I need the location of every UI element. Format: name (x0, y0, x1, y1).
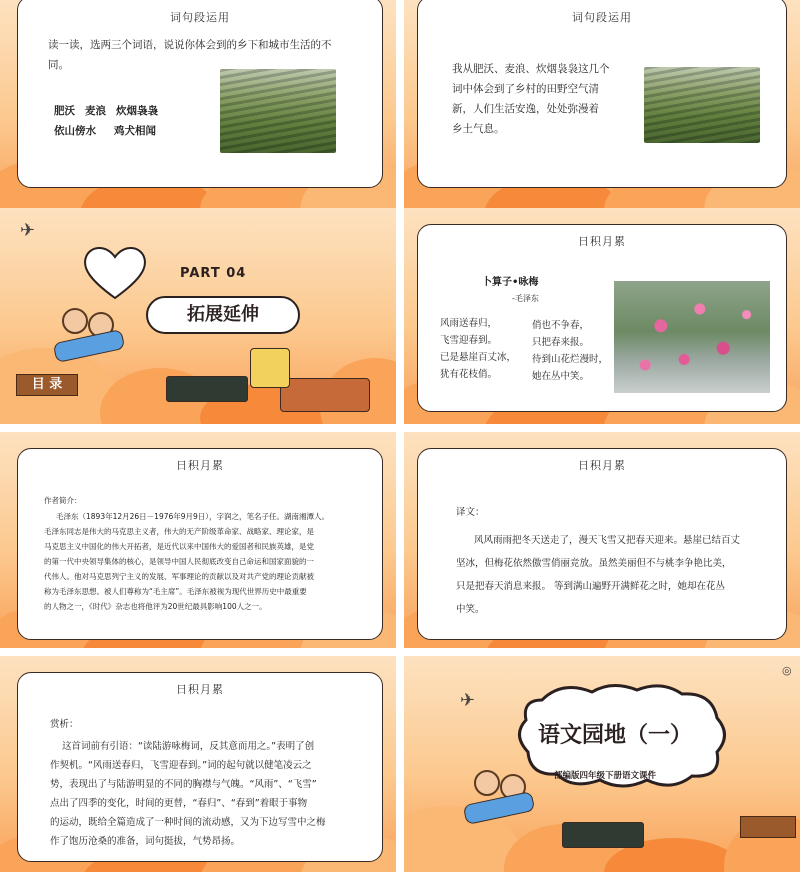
text-line: 我从肥沃、麦浪、炊烟袅袅这几个 (452, 63, 610, 75)
text-line: 作了饱历沧桑的准备，词句挺拔，气势昂扬。 (50, 836, 241, 847)
poem-right (532, 317, 608, 385)
bio-text (44, 509, 374, 614)
content-card (417, 448, 787, 640)
slide-title: 词句段运用 (170, 11, 230, 24)
poem-line: 风雨送春归， (440, 318, 498, 329)
bio-line: 毛泽东同志是伟大的马克思主义者，伟大的无产阶级革命家、战略家、理论家，是 (44, 527, 314, 536)
tea-field-photo (644, 67, 760, 143)
paper-plane-icon: ✈ (460, 690, 476, 711)
menu-sign[interactable]: 目 录 (16, 374, 78, 396)
appreciation-label: 赏析： (50, 719, 79, 730)
content-card (17, 672, 383, 862)
text-line: 只是把春天消息来报。 等到满山遍野开满鲜花之时，她却在花丛 (456, 581, 726, 592)
text-line: 势，表现出了与陆游明显的不同的胸襟与气魄。“风雨”、“飞雪” (50, 779, 317, 790)
poem-title: 卜算子•咏梅 (482, 277, 539, 288)
chalkboard-illustration (166, 376, 248, 402)
poem-line: 俏也不争春， (532, 320, 590, 331)
subtitle: 部编版四年级下册语文课件 (554, 771, 657, 781)
word-item: 鸡犬相闻 (114, 125, 156, 137)
slide-2[interactable] (404, 0, 800, 216)
slide-3[interactable] (0, 208, 396, 424)
text-line: 乡土气息。 (452, 123, 505, 135)
speaker-icon[interactable]: ◎ (782, 664, 792, 677)
plum-blossom-photo (614, 281, 770, 393)
word-item: 依山傍水 (54, 125, 96, 137)
slide-title: 日积月累 (578, 235, 626, 248)
text-line: 中笑。 (456, 604, 485, 615)
text-line: 词中体会到了乡村的田野空气清 (452, 83, 599, 95)
poem-left (440, 315, 516, 383)
content-card (417, 0, 787, 188)
bio-label: 作者简介： (44, 496, 82, 505)
poem-line: 已是悬崖百丈冰， (440, 352, 517, 363)
slide-title: 日积月累 (578, 459, 626, 472)
poem-line: 待到山花烂漫时， (532, 354, 609, 365)
bio-line: 代伟人。他对马克思列宁主义的发展、军事理论的贡献以及对共产党的理论贡献被 (44, 572, 314, 581)
analysis-text (452, 59, 642, 139)
slide-7[interactable] (0, 656, 396, 872)
text-line: 风风雨雨把冬天送走了，漫天飞雪又把春天迎来。悬崖已结百丈 (474, 535, 741, 546)
word-item: 炊烟袅袅 (116, 105, 158, 117)
books-illustration (280, 378, 370, 412)
content-card (17, 448, 383, 640)
word-list (54, 101, 214, 141)
poem-line: 犹有花枝俏。 (440, 369, 498, 380)
slide-title: 日积月累 (176, 459, 224, 472)
poem-line: 她在丛中笑。 (532, 371, 590, 382)
content-card (417, 224, 787, 412)
slide-title: 日积月累 (176, 683, 224, 696)
tea-field-photo (220, 69, 336, 153)
poem-line: 只把春来报。 (532, 337, 590, 348)
text-line: 作契机。“风雨送春归，飞雪迎春到。”词的起句就以健笔凌云之 (50, 760, 312, 771)
translation-text (456, 529, 786, 621)
poem-line: 飞雪迎春到。 (440, 335, 498, 346)
kid-illustration (474, 770, 500, 796)
text-line: 这首词前有引语：“读陆游咏梅词，反其意而用之。”表明了创 (62, 741, 315, 752)
bio-line: 的第一代中央领导集体的核心，是领导中国人民彻底改变自己命运和国家面貌的一 (44, 557, 314, 566)
bio-line: 马克思主义中国化的伟大开拓者，是近代以来中国伟大的爱国者和民族英雄，是党 (44, 542, 314, 551)
pencils-illustration (250, 348, 290, 388)
slide-4[interactable] (404, 208, 800, 424)
signpost-illustration (740, 816, 796, 838)
bio-line: 毛泽东（1893年12月26日－1976年9月9日），字润之，笔名子任。湖南湘潭人。 (56, 512, 330, 521)
slide-8[interactable] (404, 656, 800, 872)
text-line: 的运动，既给全篇造成了一种时间的流动感，又为下边写雪中之梅 (50, 817, 326, 828)
text-line: 坚冰，但梅花依然傲雪俏丽竞放。虽然美丽但不与桃李争艳比美， (456, 558, 732, 569)
word-item: 肥沃 (54, 105, 75, 117)
prompt-text: 读一读，选两三个词语，说说你体会到的乡下和城市生活的不同。 (48, 39, 332, 71)
main-heading: 语文园地（一） (538, 723, 693, 748)
slide-1[interactable] (0, 0, 396, 216)
text-line: 点出了四季的变化，时间的更替，“春归”、“春到”着眼于事物 (50, 798, 308, 809)
word-item: 麦浪 (85, 105, 106, 117)
chalkboard-illustration (562, 822, 644, 848)
content-card (17, 0, 383, 188)
bio-line: 的人物之一，《时代》杂志也将他评为20世纪最具影响100人之一。 (44, 602, 267, 611)
slide-6[interactable] (404, 432, 800, 648)
translation-label: 译文： (456, 507, 485, 518)
text-line: 新，人们生活安逸，处处弥漫着 (452, 103, 599, 115)
appreciation-text (50, 737, 376, 851)
poem-author: -毛泽东 (512, 294, 539, 303)
slide-5[interactable] (0, 432, 396, 648)
bio-line: 称为毛泽东思想。被人们尊称为“毛主席”。毛泽东被视为现代世界历史中最重要 (44, 587, 307, 596)
section-heading: 拓展延伸 (146, 296, 300, 334)
slide-title: 词句段运用 (572, 11, 632, 24)
part-label: PART 04 (180, 266, 247, 281)
heart-icon (80, 242, 150, 302)
paper-plane-icon: ✈ (20, 220, 36, 241)
kid-illustration (62, 308, 88, 334)
